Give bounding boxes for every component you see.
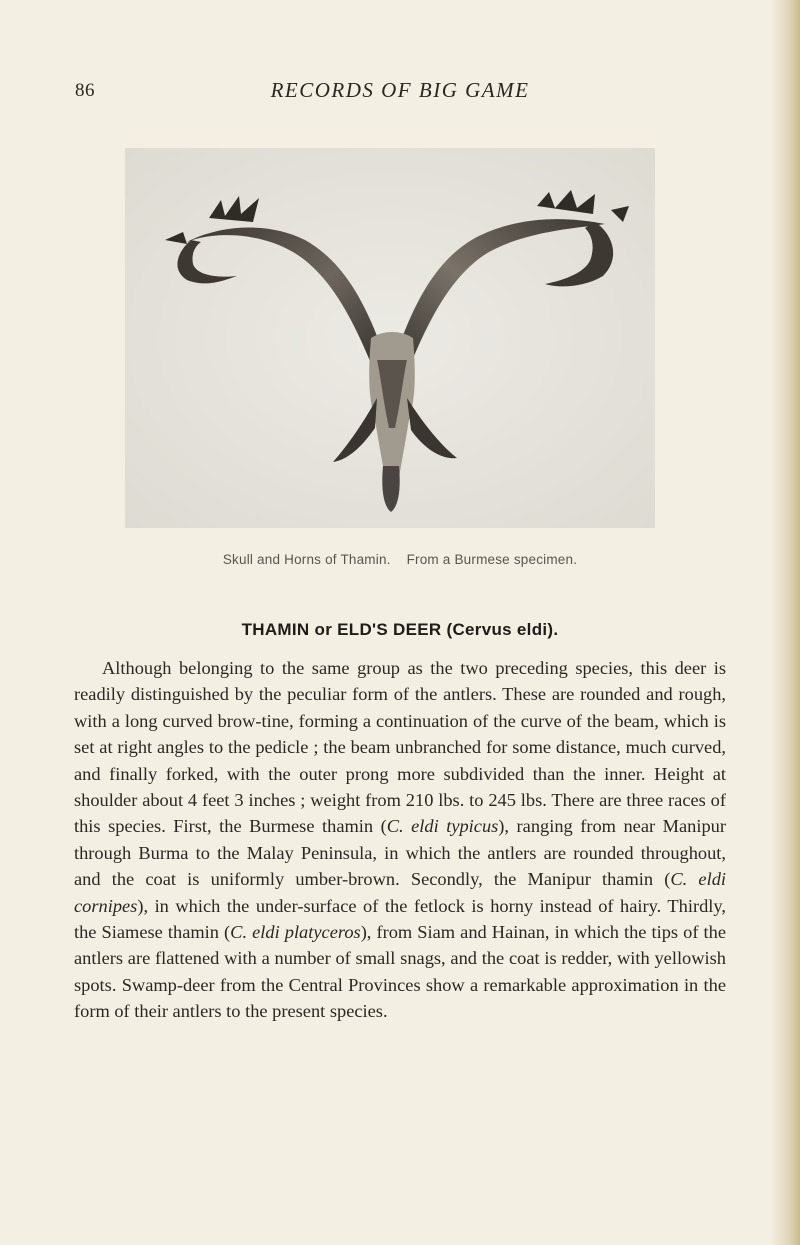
body-text-run: ), in which the under-surface of the fetlock is horny instead of hairy. Thirdly, the Siamese thamin ( [74,895,726,943]
body-text-run: Although belonging to the same group as the two preceding species, this deer is readily distinguished by the peculiar form of the antlers. These are rounded and rough, with a long curved brow-tine, forming a continuation of the curve of the beam, which is set at right angles to the pedicle ; the beam unbranched for some distance, much curved, and finally forked, with the outer prong more subdivided than the inner. Height at shoulder about 4 feet 3 inches ; weight from 210 lbs. to 245 lbs. There are three races of this species. First, the Burmese thamin ( [74,658,726,837]
page-number: 86 [75,80,95,101]
caption-source: From a Burmese specimen. [406,552,578,567]
species-name-cornipes: C. eldi cornipes [74,869,727,916]
thamin-skull-antlers-illustration [125,148,655,528]
species-name-platyceros: C. eldi platyceros [230,922,361,943]
species-name-typicus: C. eldi typicus [386,816,499,837]
section-body [74,655,726,1025]
body-text-run: ), from Siam and Hainan, in which the tips of the antlers are flattened with a number of small snags, and the coat is redder, with yellowish spots. Swamp-deer from the Central Provinces show a remarkable approximation in the form of their antlers to the present species. [74,922,727,1022]
section-heading: THAMIN or ELD'S DEER (Cervus eldi). [241,620,559,639]
body-text-run: ), ranging from near Manipur through Burma to the Malay Peninsula, in which the antlers are rounded throughout, and the coat is uniformly umber-brown. Secondly, the Manipur thamin ( [74,816,726,890]
figure-plate [125,148,655,528]
body-paragraph [74,655,726,1025]
figure-caption [0,552,800,567]
caption-subject: Skull and Horns of Thamin. [222,552,391,567]
running-head: RECORDS OF BIG GAME [270,78,530,102]
